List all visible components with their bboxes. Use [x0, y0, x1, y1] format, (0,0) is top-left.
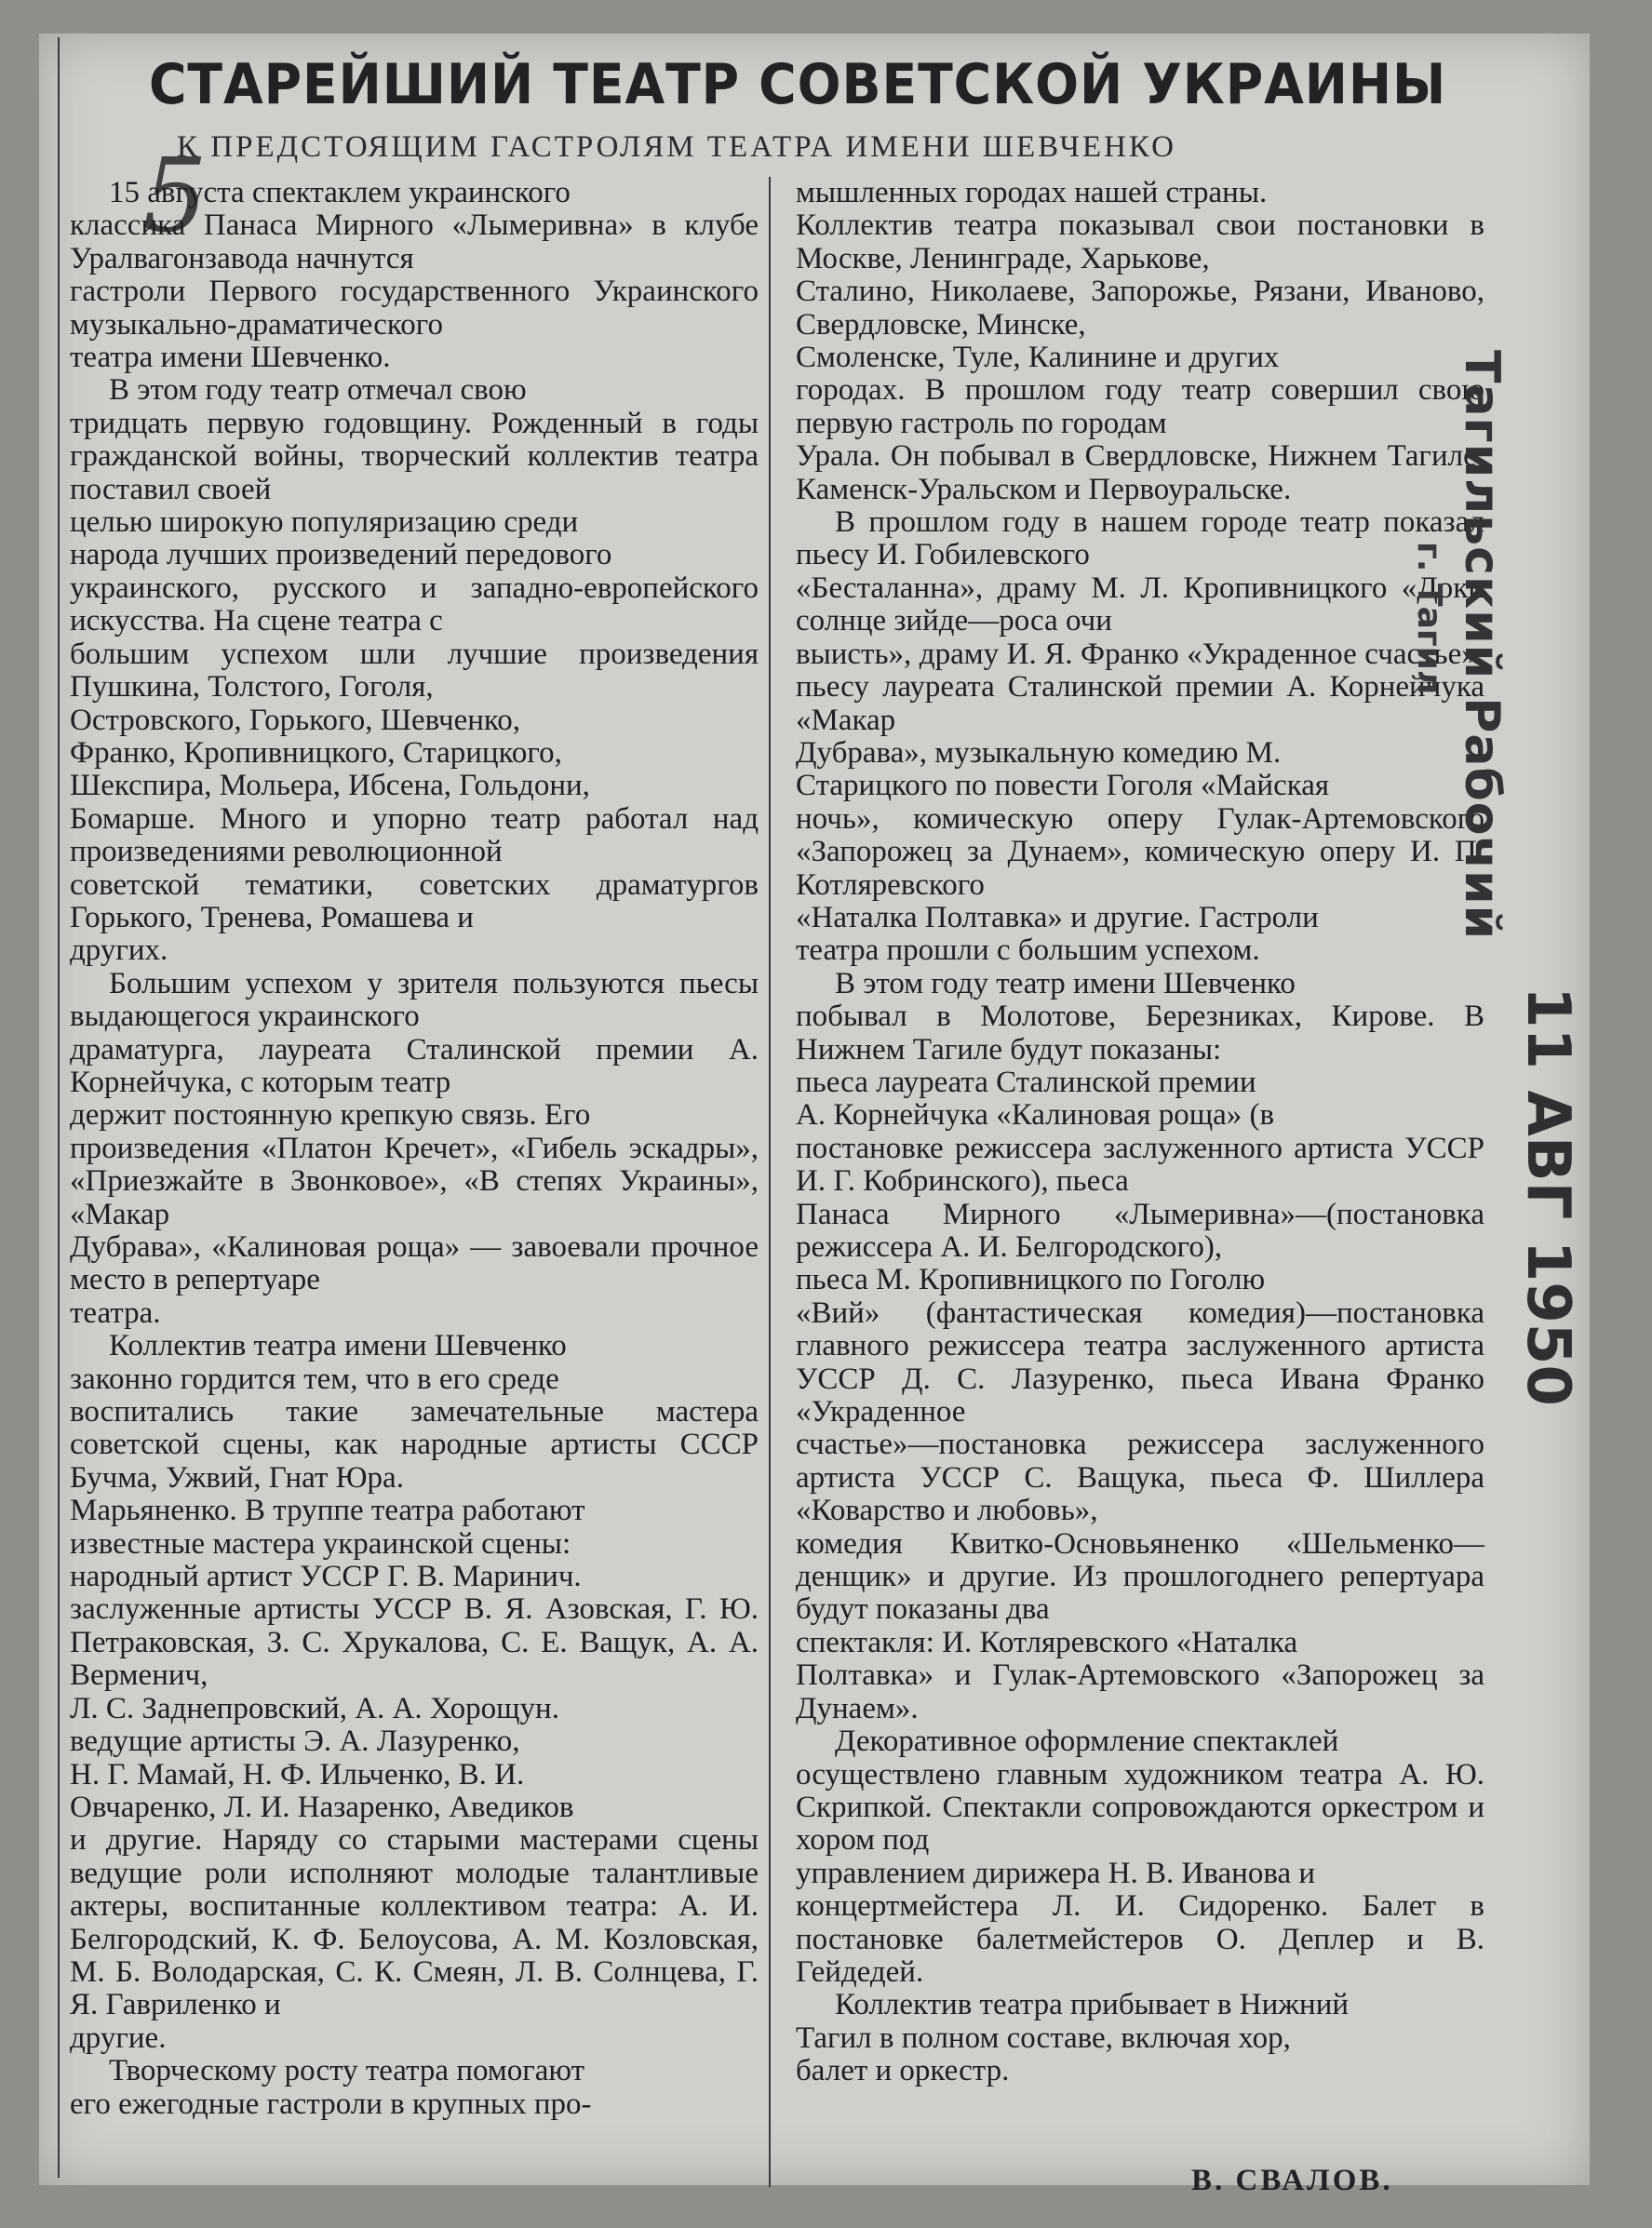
paragraph: В этом году театр отмечал свою тридцать первую годовщину. Рожденный в годы гражданской войны, творческий коллектив театра поставил своей целью широкую популяризацию среди народа лучших произведений передового украинского, русского и западно-европейского искусства. На сцене театра с большим успехом шли лучшие произведения Пушкина, Толстого, Гоголя, Островского, Горького, Шевченко, Франко, Кропивницкого, Старицкого, Шекспира, Мольера, Ибсена, Гольдони, Бомарше. Много и упорно театр работал над произведениями революционной советской тематики, советских драматургов Горького, Тренева, Ромашева и других. [70, 373, 759, 968]
paragraph: Декоративное оформление спектаклей осуществлено главным художником театра А. Ю. Скрипкой. Спектакли сопровождаются оркестром и хором под управлением дирижера Н. В. Иванова и концертмейстера Л. И. Сидоренко. Балет в постановке балетмейстеров О. Деплер и В. Гейдедей. [796, 1725, 1484, 1989]
article-subtitle: К ПРЕДСТОЯЩИМ ГАСТРОЛЯМ ТЕАТРА ИМЕНИ ШЕВЧЕНКО [177, 130, 1176, 164]
column-divider [769, 177, 771, 2187]
paragraph: Коллектив театра прибывает в Нижний Тагил в полном составе, включая хор, балет и оркестр. [796, 1988, 1350, 2088]
paragraph: 15 августа спектаклем украинского классика Панаса Мирного «Лымеривна» в клубе Уралвагонзавода начнутся гастроли Первого государственного Украинского музыкально-драматического театра имени Шевченко. [70, 176, 759, 375]
article-column-right [796, 177, 1484, 2088]
left-border-rule [58, 37, 60, 2178]
paragraph: В прошлом году в нашем городе театр показал пьесу И. Гобилевского «Бесталанна», драму М. Л. Кропивницкого «Доки солнце зийде—роса очи выисть», драму И. Я. Франко «Украденное счастье», пьесу лауреата Сталинской премии А. Корнейчука «Макар Дубрава», музыкальную комедию М. Старицкого по повести Гоголя «Майская ночь», комическую оперу Гулак-Артемовского «Запорожец за Дунаем», комическую оперу И. П. Котляревского «Наталка Полтавка» и другие. Гастроли театра прошли с большим успехом. [796, 505, 1484, 968]
paragraph: В этом году театр имени Шевченко побывал в Молотове, Березниках, Кирове. В Нижнем Тагиле будут показаны: пьеса лауреата Сталинской премии А. Корнейчука «Калиновая роща» (в постановке режиссера заслуженного артиста УССР И. Г. Кобринского), пьеса Панаса Мирного «Лымеривна»—(постановка режиссера А. И. Белгородского), пьеса М. Кропивницкого по Гоголю «Вий» (фантастическая комедия)—постановка главного режиссера театра заслуженного артиста УССР Д. С. Лазуренко, пьеса Ивана Франко «Украденное счастье»—постановка режиссера заслуженного артиста УССР С. Ващука, пьеса Ф. Шиллера «Коварство и любовь», комедия Квитко-Основьяненко «Шельменко—денщик» и другие. Из прошлогоднего репертуара будут показаны два спектакля: И. Котляревского «Наталка Полтавка» и Гулак-Артемовского «Запорожец за Дунаем». [796, 966, 1484, 1725]
stamp-city: г. Тагил [1410, 542, 1448, 695]
paragraph: мышленных городах нашей страны. Коллектив театра показывал свои постановки в Москве, Ленинграде, Харькове, Сталино, Николаеве, Запорожье, Рязани, Иваново, Свердловске, Минске, Смоленске, Туле, Калинине и других городах. В прошлом году театр совершил свою первую гастроль по городам Урала. Он побывал в Свердловске, Нижнем Тагиле, Каменск-Уральском и Первоуральске. [796, 176, 1484, 506]
article-title: СТАРЕЙШИЙ ТЕАТР СОВЕТСКОЙ УКРАИНЫ [149, 52, 1447, 117]
paragraph: Коллектив театра имени Шевченко законно гордится тем, что в его среде воспитались такие замечательные мастера советской сцены, как народные артисты СССР Бучма, Ужвий, Гнат Юра. Марьяненко. В труппе театра работают известные мастера украинской сцены: народный артист УССР Г. В. Маринич. заслуженные артисты УССР В. Я. Азовская, Г. Ю. Петраковская, З. С. Хрукалова, С. Е. Ващук, А. А. Верменич, Л. С. Заднепровский, А. А. Хорощун. ведущие артисты Э. А. Лазуренко, Н. Г. Мамай, Н. Ф. Ильченко, В. И. Овчаренко, Л. И. Назаренко, Аведиков и другие. Наряду со старыми мастерами сцены ведущие роли исполняют молодые талантливые актеры, воспитанные коллективом театра: А. И. Белгородский, К. Ф. Белоусова, А. М. Козловская, М. Б. Володарская, С. К. Смеян, Л. В. Солнцева, Г. Я. Гавриленко и другие. [70, 1329, 759, 2055]
paragraph: Большим успехом у зрителя пользуются пьесы выдающегося украинского драматурга, лауреата Сталинской премии А. Корнейчука, с которым театр держит постоянную крепкую связь. Его произведения «Платон Кречет», «Гибель эскадры», «Приезжайте в Звонковое», «В степях Украины», «Макар Дубрава», «Калиновая роща» — завоевали прочное место в репертуаре театра. [70, 966, 759, 1330]
stamp-date: 11 АВГ 1950 [1513, 986, 1582, 1406]
stamp-newspaper-name: Тагильский Рабочий [1454, 350, 1510, 941]
handwritten-page-number: 5 [142, 136, 208, 255]
article-column-left [70, 177, 759, 2121]
paragraph: Творческому росту театра помогают его ежегодные гастроли в крупных про- [70, 2054, 592, 2121]
author-signature: В. СВАЛОВ. [1191, 2164, 1393, 2197]
